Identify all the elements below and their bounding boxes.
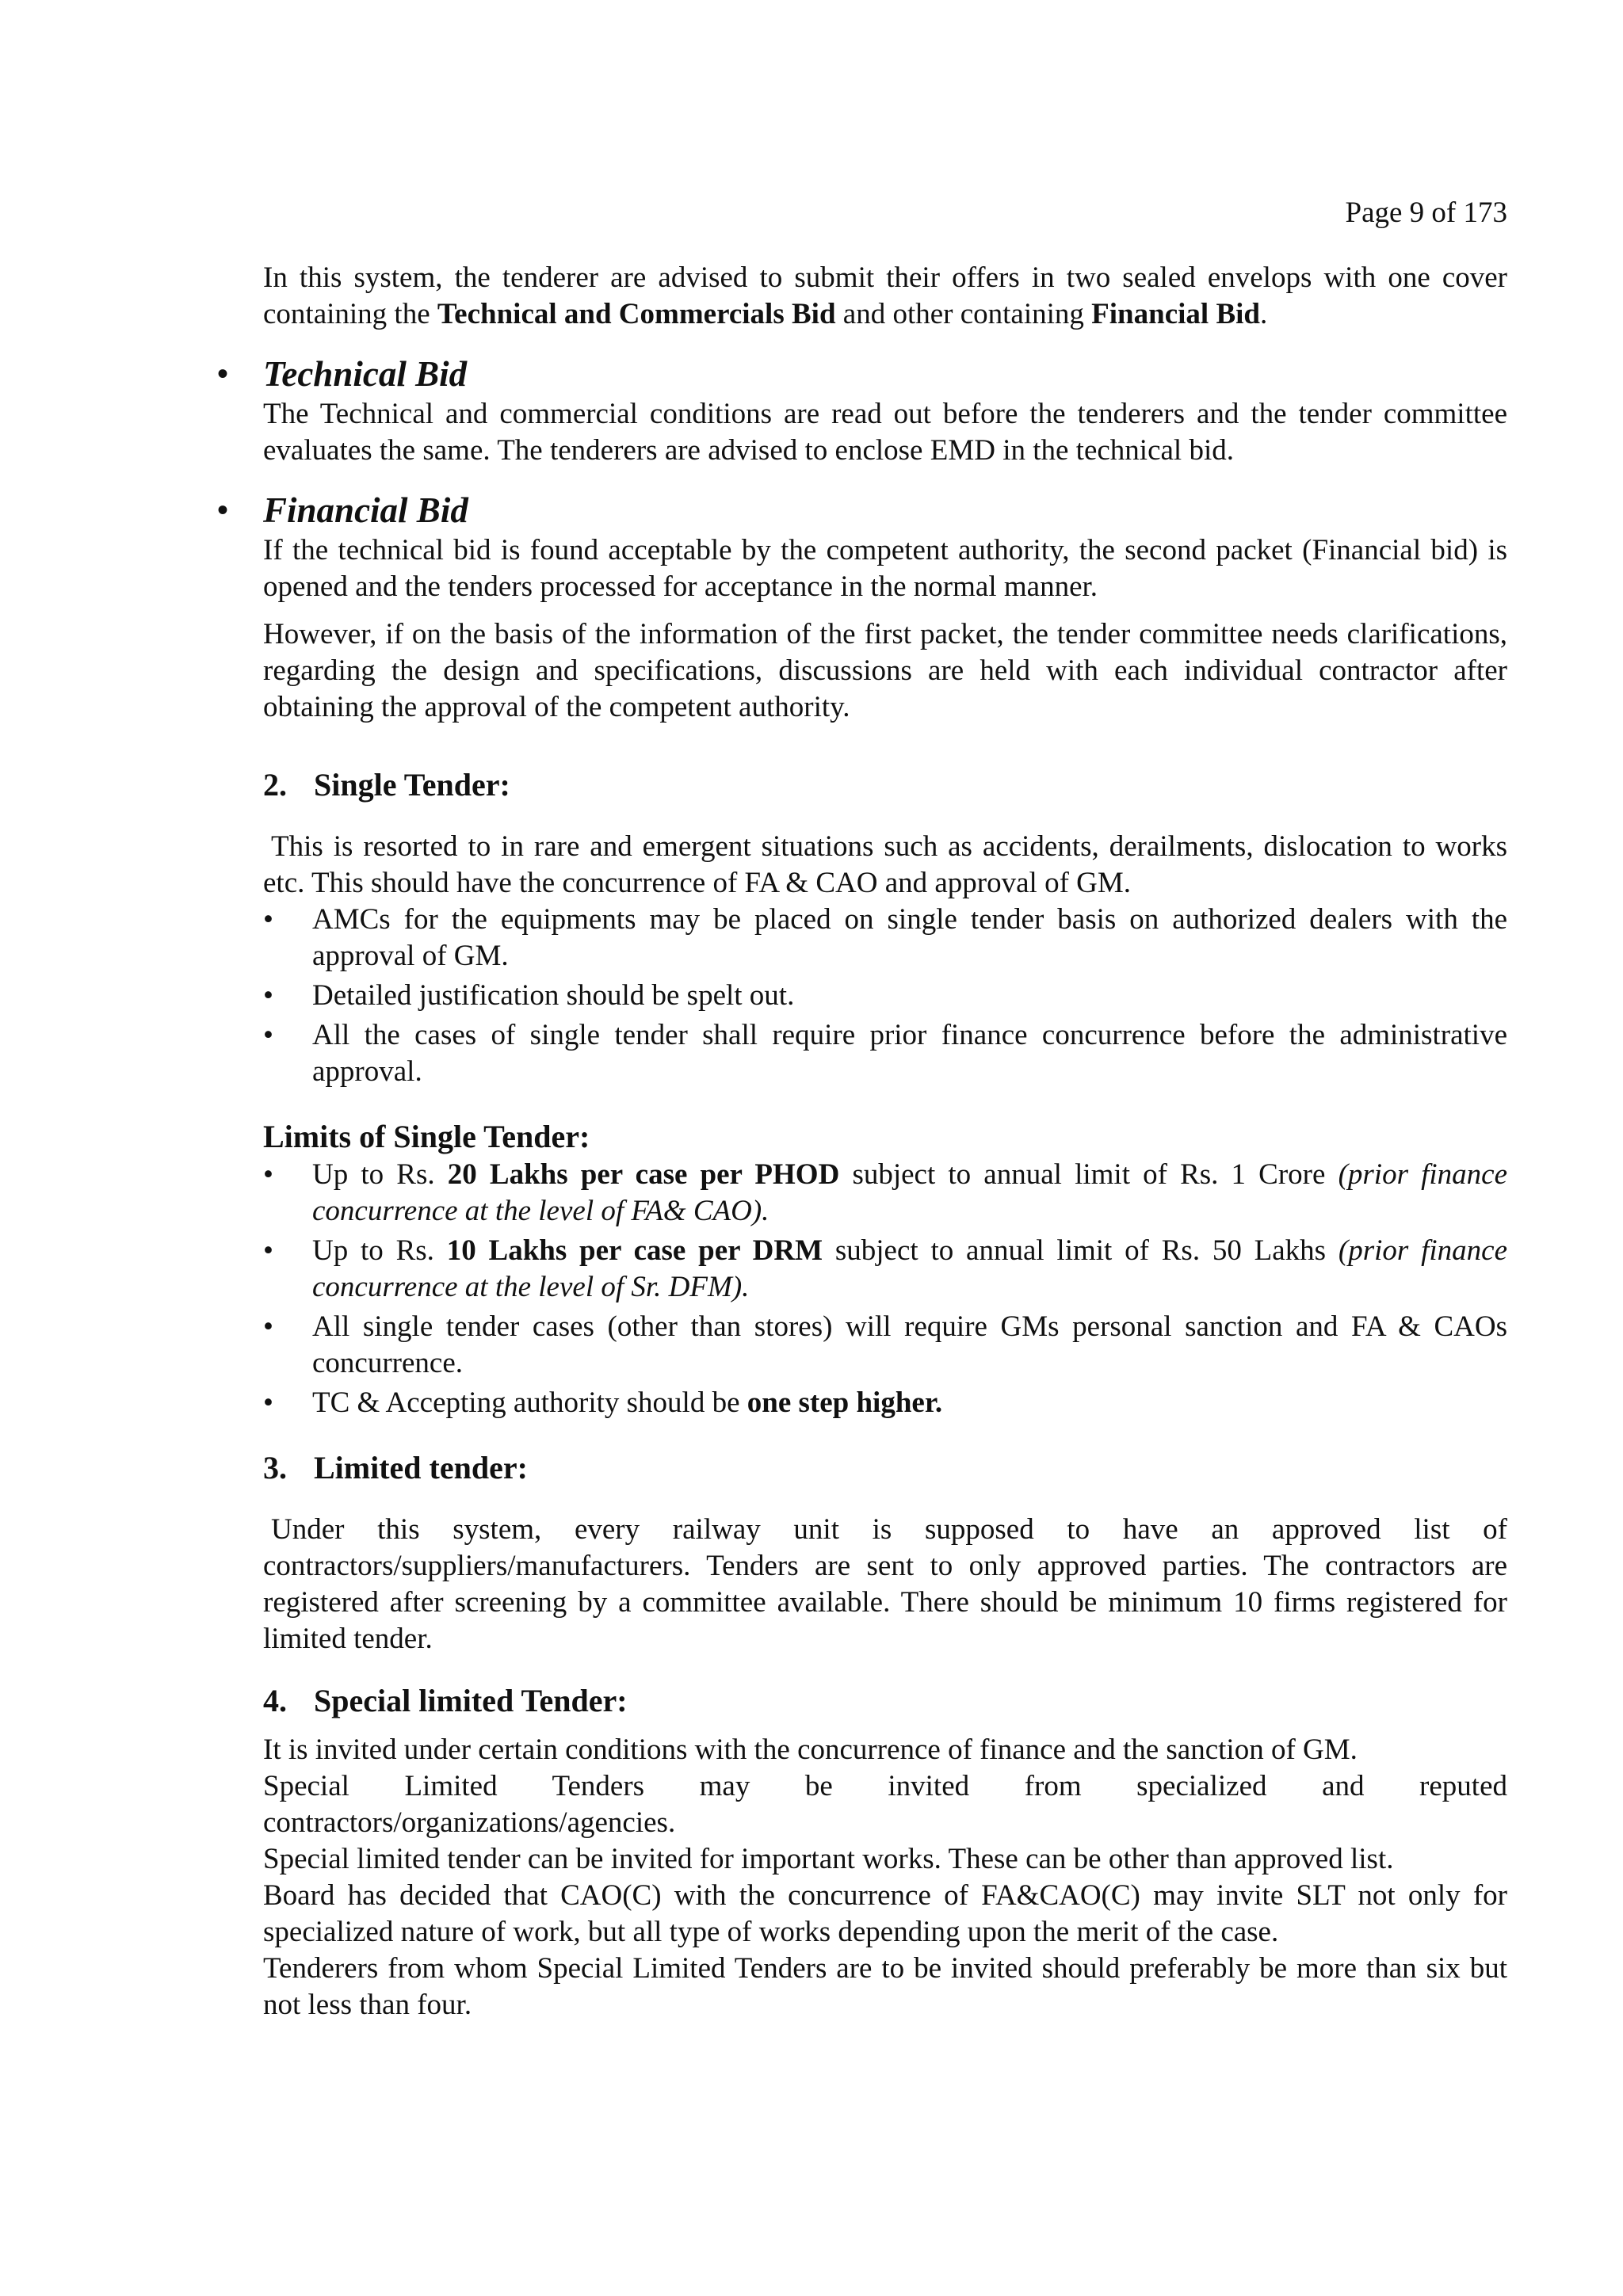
section-number: 2.: [263, 767, 287, 803]
financial-bid-heading: [217, 488, 1507, 532]
financial-bid-text-2: However, if on the basis of the information of the first packet, the tender committee needs clarifications, regarding the design and specifications, discussions are held with each individual contractor after obtaining the approval of the competent authority.: [263, 618, 1507, 723]
list-item-text: AMCs for the equipments may be placed on single tender basis on authorized dealers with the approval of GM.: [312, 903, 1507, 972]
limits-list: [263, 1157, 1507, 1421]
technical-bid-title: Technical Bid: [263, 354, 468, 394]
section-title: Single Tender:: [314, 767, 510, 803]
section-title: Special limited Tender:: [314, 1683, 628, 1718]
list-item: [263, 1385, 1507, 1421]
bullet-icon: •: [217, 492, 229, 528]
list-item-text: All the cases of single tender shall require prior finance concurrence before the administrative approval.: [312, 1019, 1507, 1088]
limit-text: Up to Rs.: [312, 1234, 447, 1267]
single-tender-list: [263, 902, 1507, 1090]
bullet-icon: •: [263, 1019, 273, 1051]
limit-bold: one step higher.: [747, 1386, 943, 1419]
section-heading-special-limited: [263, 1681, 1507, 1721]
list-item: [263, 1233, 1507, 1306]
list-item: [263, 902, 1507, 974]
page-number: Page 9 of 173: [1345, 196, 1507, 229]
bullet-icon: •: [263, 1310, 273, 1343]
list-item-text: Detailed justification should be spelt out.: [312, 979, 795, 1012]
bullet-icon: •: [263, 979, 273, 1012]
limited-tender-text: Under this system, every railway unit is supposed to have an approved list of contractors/suppliers/manufacturers. Tenders are sent to only approved parties. The contractors are registered after screening by a committee available. There should be minimum 10 firms registered for limited tender.: [263, 1513, 1507, 1655]
limit-text: Up to Rs.: [312, 1158, 448, 1191]
intro-text-3: .: [1259, 298, 1268, 330]
list-item: [263, 1017, 1507, 1090]
technical-bid-heading: [217, 352, 1507, 396]
special-limited-text-1: It is invited under certain conditions with the concurrence of finance and the sanction of GM.: [263, 1733, 1358, 1766]
bullet-icon: •: [263, 903, 273, 936]
intro-text-2: and other containing: [835, 298, 1092, 330]
special-limited-text-4: Board has decided that CAO(C) with the concurrence of FA&CAO(C) may invite SLT not only for specialized nature of work, but all type of works depending upon the merit of the case.: [263, 1879, 1507, 1948]
financial-bid-text-1: If the technical bid is found acceptable by the competent authority, the second packet (Financial bid) is opened and the tenders processed for acceptance in the normal manner.: [263, 534, 1507, 603]
intro-paragraph: [263, 260, 1507, 333]
list-item: [263, 1157, 1508, 1230]
technical-bid-text: The Technical and commercial conditions are read out before the tenderers and the tender committee evaluates the same. The tenderers are advised to enclose EMD in the technical bid.: [263, 398, 1507, 467]
limits-heading: Limits of Single Tender:: [263, 1119, 590, 1154]
limit-bold: 20 Lakhs per case per PHOD: [447, 1158, 840, 1191]
list-item: [263, 1309, 1507, 1382]
special-limited-text-3: Special limited tender can be invited for important works. These can be other than approved list.: [263, 1843, 1394, 1875]
section-title: Limited tender:: [314, 1450, 528, 1486]
single-tender-text: This is resorted to in rare and emergent situations such as accidents, derailments, dislocation to works etc. This should have the concurrence of FA & CAO and approval of GM.: [263, 830, 1507, 899]
intro-bold-financial: Financial Bid: [1091, 298, 1260, 330]
bullet-icon: •: [263, 1158, 273, 1191]
bullet-icon: •: [217, 356, 229, 391]
page-content: [217, 260, 1508, 2023]
special-limited-text-5: Tenderers from whom Special Limited Tenders are to be invited should preferably be more than six but not less than four.: [263, 1952, 1507, 2021]
section-number: 4.: [263, 1683, 287, 1718]
limit-text: subject to annual limit of Rs. 1 Crore: [839, 1158, 1338, 1191]
limit-bold: 10 Lakhs per case per DRM: [446, 1234, 823, 1267]
special-limited-text-2b: contractors/organizations/agencies.: [263, 1806, 676, 1839]
intro-text-1: In this system, the tenderer are advised to submit their offers in two sealed envelops with one cover containing the: [263, 261, 1507, 330]
limit-italic: (prior finance concurrence at the level of Sr. DFM).: [312, 1234, 1507, 1303]
financial-bid-title: Financial Bid: [263, 490, 468, 530]
limit-italic: (prior finance concurrence at the level of FA& CAO).: [312, 1158, 1508, 1227]
special-limited-text-2a: Special Limited Tenders may be invited from specialized and reputed: [263, 1770, 1507, 1802]
section-heading-single-tender: [263, 765, 1507, 805]
limit-text: subject to annual limit of Rs. 50 Lakhs: [823, 1234, 1338, 1267]
bullet-icon: •: [263, 1234, 273, 1267]
limit-text: All single tender cases (other than stores) will require GMs personal sanction and FA & CAOs concurrence.: [312, 1310, 1507, 1379]
section-heading-limited-tender: [263, 1448, 1507, 1488]
section-number: 3.: [263, 1450, 287, 1486]
limit-text: TC & Accepting authority should be: [312, 1386, 747, 1419]
list-item: [263, 978, 1507, 1014]
bullet-icon: •: [263, 1386, 273, 1419]
intro-bold-technical: Technical and Commercials Bid: [437, 298, 836, 330]
